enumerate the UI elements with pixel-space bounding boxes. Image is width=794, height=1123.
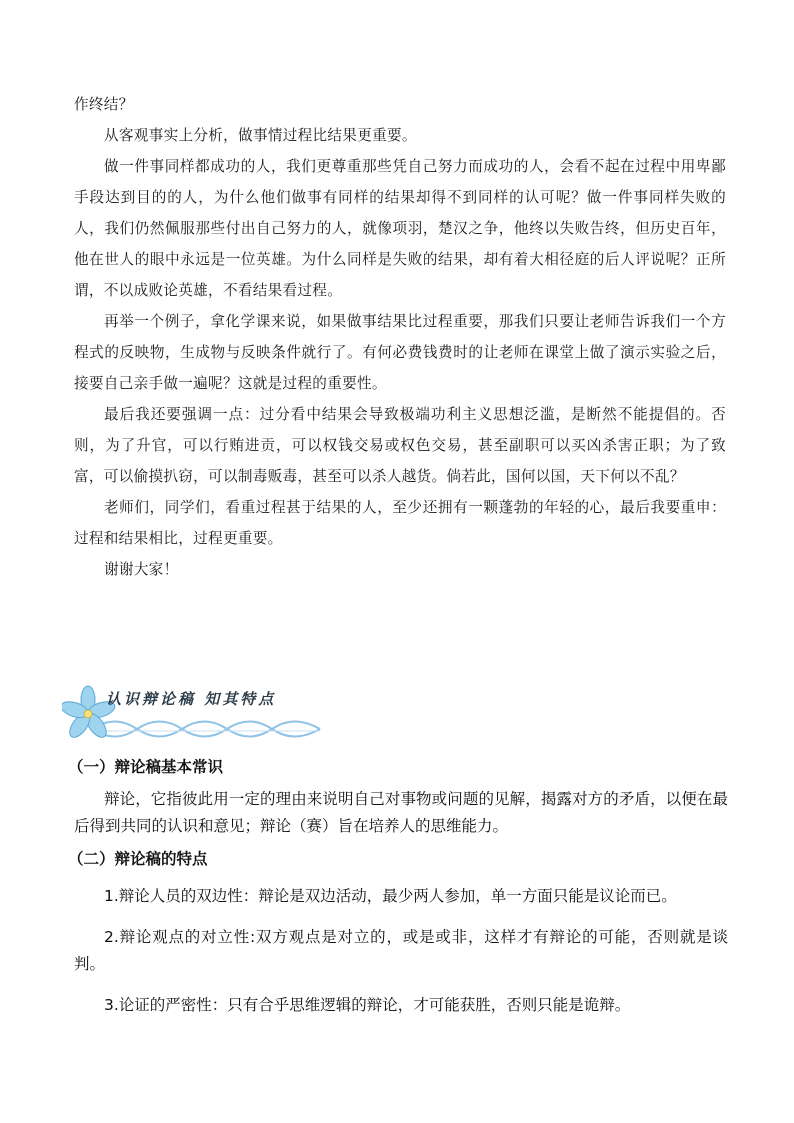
section-heading-features: （二）辩论稿的特点: [68, 850, 208, 868]
speech-paragraph: 最后我还要强调一点：过分看中结果会导致极端功利主义思想泛滥，是断然不能提倡的。否则，为了升官，可以行贿进贡，可以权钱交易或权色交易，甚至副职可以买凶杀害正职；为了致富，可以偷摸扒窃，可以制毒贩毒，甚至可以杀人越货。倘若此，国何以国，天下何以不乱？: [74, 406, 726, 485]
speech-paragraph: 做一件事同样都成功的人，我们更尊重那些凭自己努力而成功的人，会看不起在过程中用卑鄙手段达到目的的人，为什么他们做事有同样的结果却得不到同样的认可呢？做一件事同样失败的人，我们仍然佩服那些付出自己努力的人，就像项羽，楚汉之争，他终以失败告终，但历史百年，他在世人的眼中永远是一位英雄。为什么同样是失败的结果，却有着大相径庭的后人评说呢？正所谓，不以成败论英雄，不看结果看过程。: [74, 158, 726, 299]
speech-paragraph: 从客观事实上分析，做事情过程比结果更重要。: [104, 127, 417, 144]
speech-paragraph: 作终结？: [74, 96, 134, 113]
speech-paragraph: 老师们，同学们，看重过程甚于结果的人，至少还拥有一颗蓬勃的年轻的心，最后我要重申：过程和结果相比，过程更重要。: [74, 499, 726, 547]
speech-paragraph: 再举一个例子，拿化学课来说，如果做事结果比过程重要，那我们只要让老师告诉我们一个方程式的反映物，生成物与反映条件就行了。有何必费钱费时的让老师在课堂上做了演示实验之后，接要自己亲手做一遍呢？这就是过程的重要性。: [74, 313, 726, 392]
banner-title: 认识辩论稿 知其特点: [106, 690, 277, 708]
wave-decoration: [92, 718, 322, 740]
feature-item: 3.论证的严密性：只有合乎思维逻辑的辩论，才可能获胜，否则只能是诡辩。: [104, 996, 631, 1014]
basics-paragraph: 辩论，它指彼此用一定的理由来说明自己对事物或问题的见解，揭露对方的矛盾，以便在最后得到共同的认识和意见；辩论（赛）旨在培养人的思维能力。: [74, 790, 728, 835]
feature-item: 2.辩论观点的对立性:双方观点是对立的，或是或非，这样才有辩论的可能，否则就是谈判。: [74, 928, 728, 973]
section-banner: [62, 684, 332, 746]
knowledge-section: [68, 757, 728, 1019]
section-heading-basics: （一）辩论稿基本常识: [68, 758, 224, 776]
speech-body: [74, 89, 726, 585]
feature-item: 1.辩论人员的双边性：辩论是双边活动，最少两人参加，单一方面只能是议论而已。: [104, 887, 677, 905]
speech-paragraph: 谢谢大家！: [104, 561, 179, 578]
